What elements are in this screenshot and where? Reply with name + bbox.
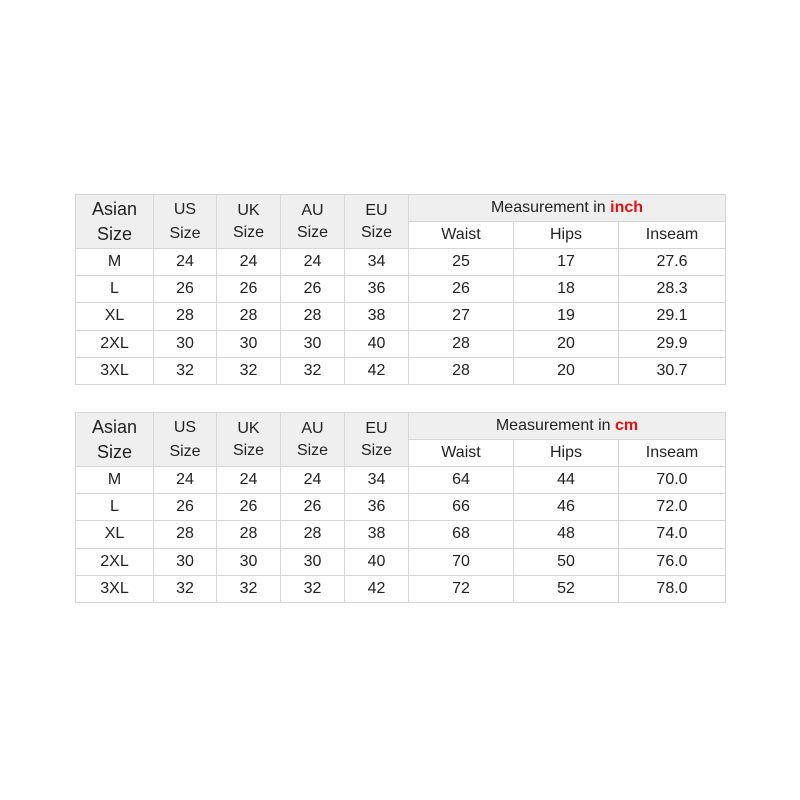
table-body — [76, 249, 726, 385]
inseam-cell: 30.7 — [619, 357, 726, 384]
table-row — [76, 521, 726, 548]
uk-size-cell: 26 — [217, 494, 281, 521]
inseam-cell: 27.6 — [619, 249, 726, 276]
hips-cell: 18 — [514, 276, 619, 303]
header-hips: Hips — [514, 440, 619, 467]
table-row — [76, 494, 726, 521]
header-measurement — [409, 195, 726, 222]
hips-cell: 48 — [514, 521, 619, 548]
header-us-size: US Size — [154, 413, 217, 467]
header-row — [76, 413, 726, 440]
us-size-cell: 32 — [154, 575, 217, 602]
inseam-cell: 72.0 — [619, 494, 726, 521]
header-uk-size: UK Size — [217, 195, 281, 249]
header-au-size: AU Size — [281, 413, 345, 467]
uk-size-cell: 32 — [217, 575, 281, 602]
table-row — [76, 330, 726, 357]
us-size-cell: 28 — [154, 521, 217, 548]
hips-cell: 19 — [514, 303, 619, 330]
header-uk-size: UK Size — [217, 413, 281, 467]
header-measurement — [409, 413, 726, 440]
measurement-unit: cm — [615, 417, 639, 434]
au-size-cell: 26 — [281, 276, 345, 303]
us-size-cell: 32 — [154, 357, 217, 384]
waist-cell: 28 — [409, 330, 514, 357]
au-size-cell: 32 — [281, 357, 345, 384]
waist-cell: 27 — [409, 303, 514, 330]
au-size-cell: 30 — [281, 548, 345, 575]
header-eu-size: EU Size — [345, 195, 409, 249]
au-size-cell: 28 — [281, 521, 345, 548]
eu-size-cell: 42 — [345, 575, 409, 602]
us-size-cell: 24 — [154, 467, 217, 494]
us-size-cell: 30 — [154, 330, 217, 357]
au-size-cell: 32 — [281, 575, 345, 602]
table-row — [76, 357, 726, 384]
asian-size-cell: 2XL — [76, 330, 154, 357]
waist-cell: 68 — [409, 521, 514, 548]
asian-size-cell: 3XL — [76, 575, 154, 602]
header-hips: Hips — [514, 222, 619, 249]
header-us-size: US Size — [154, 195, 217, 249]
asian-size-cell: L — [76, 494, 154, 521]
measurement-unit: inch — [610, 199, 644, 216]
hips-cell: 46 — [514, 494, 619, 521]
uk-size-cell: 26 — [217, 276, 281, 303]
table-row — [76, 467, 726, 494]
header-waist: Waist — [409, 222, 514, 249]
table-row — [76, 249, 726, 276]
au-size-cell: 26 — [281, 494, 345, 521]
us-size-cell: 24 — [154, 249, 217, 276]
eu-size-cell: 38 — [345, 521, 409, 548]
header-inseam: Inseam — [619, 222, 726, 249]
table-row — [76, 548, 726, 575]
size-chart-inch — [75, 194, 726, 385]
us-size-cell: 30 — [154, 548, 217, 575]
header-row — [76, 195, 726, 222]
waist-cell: 64 — [409, 467, 514, 494]
hips-cell: 44 — [514, 467, 619, 494]
inseam-cell: 76.0 — [619, 548, 726, 575]
hips-cell: 20 — [514, 330, 619, 357]
uk-size-cell: 28 — [217, 521, 281, 548]
au-size-cell: 30 — [281, 330, 345, 357]
inseam-cell: 74.0 — [619, 521, 726, 548]
au-size-cell: 28 — [281, 303, 345, 330]
asian-size-cell: XL — [76, 521, 154, 548]
eu-size-cell: 36 — [345, 494, 409, 521]
uk-size-cell: 30 — [217, 330, 281, 357]
au-size-cell: 24 — [281, 249, 345, 276]
header-waist: Waist — [409, 440, 514, 467]
eu-size-cell: 42 — [345, 357, 409, 384]
hips-cell: 20 — [514, 357, 619, 384]
asian-size-cell: 3XL — [76, 357, 154, 384]
hips-cell: 50 — [514, 548, 619, 575]
asian-size-cell: M — [76, 467, 154, 494]
table-row — [76, 575, 726, 602]
us-size-cell: 28 — [154, 303, 217, 330]
uk-size-cell: 24 — [217, 467, 281, 494]
inseam-cell: 29.9 — [619, 330, 726, 357]
eu-size-cell: 34 — [345, 249, 409, 276]
eu-size-cell: 40 — [345, 330, 409, 357]
table-row — [76, 276, 726, 303]
waist-cell: 28 — [409, 357, 514, 384]
eu-size-cell: 38 — [345, 303, 409, 330]
measurement-prefix: Measurement in — [495, 417, 616, 434]
inseam-cell: 28.3 — [619, 276, 726, 303]
eu-size-cell: 36 — [345, 276, 409, 303]
waist-cell: 26 — [409, 276, 514, 303]
au-size-cell: 24 — [281, 467, 345, 494]
us-size-cell: 26 — [154, 494, 217, 521]
uk-size-cell: 28 — [217, 303, 281, 330]
inseam-cell: 29.1 — [619, 303, 726, 330]
header-asian-size: Asian Size — [76, 195, 154, 249]
eu-size-cell: 40 — [345, 548, 409, 575]
us-size-cell: 26 — [154, 276, 217, 303]
header-inseam: Inseam — [619, 440, 726, 467]
waist-cell: 25 — [409, 249, 514, 276]
waist-cell: 70 — [409, 548, 514, 575]
measurement-prefix: Measurement in — [490, 199, 611, 216]
inseam-cell: 70.0 — [619, 467, 726, 494]
inseam-cell: 78.0 — [619, 575, 726, 602]
uk-size-cell: 24 — [217, 249, 281, 276]
size-chart-cm — [75, 412, 726, 603]
uk-size-cell: 32 — [217, 357, 281, 384]
header-au-size: AU Size — [281, 195, 345, 249]
header-asian-size: Asian Size — [76, 413, 154, 467]
waist-cell: 72 — [409, 575, 514, 602]
asian-size-cell: M — [76, 249, 154, 276]
asian-size-cell: L — [76, 276, 154, 303]
uk-size-cell: 30 — [217, 548, 281, 575]
eu-size-cell: 34 — [345, 467, 409, 494]
asian-size-cell: 2XL — [76, 548, 154, 575]
table-body — [76, 467, 726, 603]
hips-cell: 17 — [514, 249, 619, 276]
asian-size-cell: XL — [76, 303, 154, 330]
waist-cell: 66 — [409, 494, 514, 521]
table-row — [76, 303, 726, 330]
hips-cell: 52 — [514, 575, 619, 602]
header-eu-size: EU Size — [345, 413, 409, 467]
